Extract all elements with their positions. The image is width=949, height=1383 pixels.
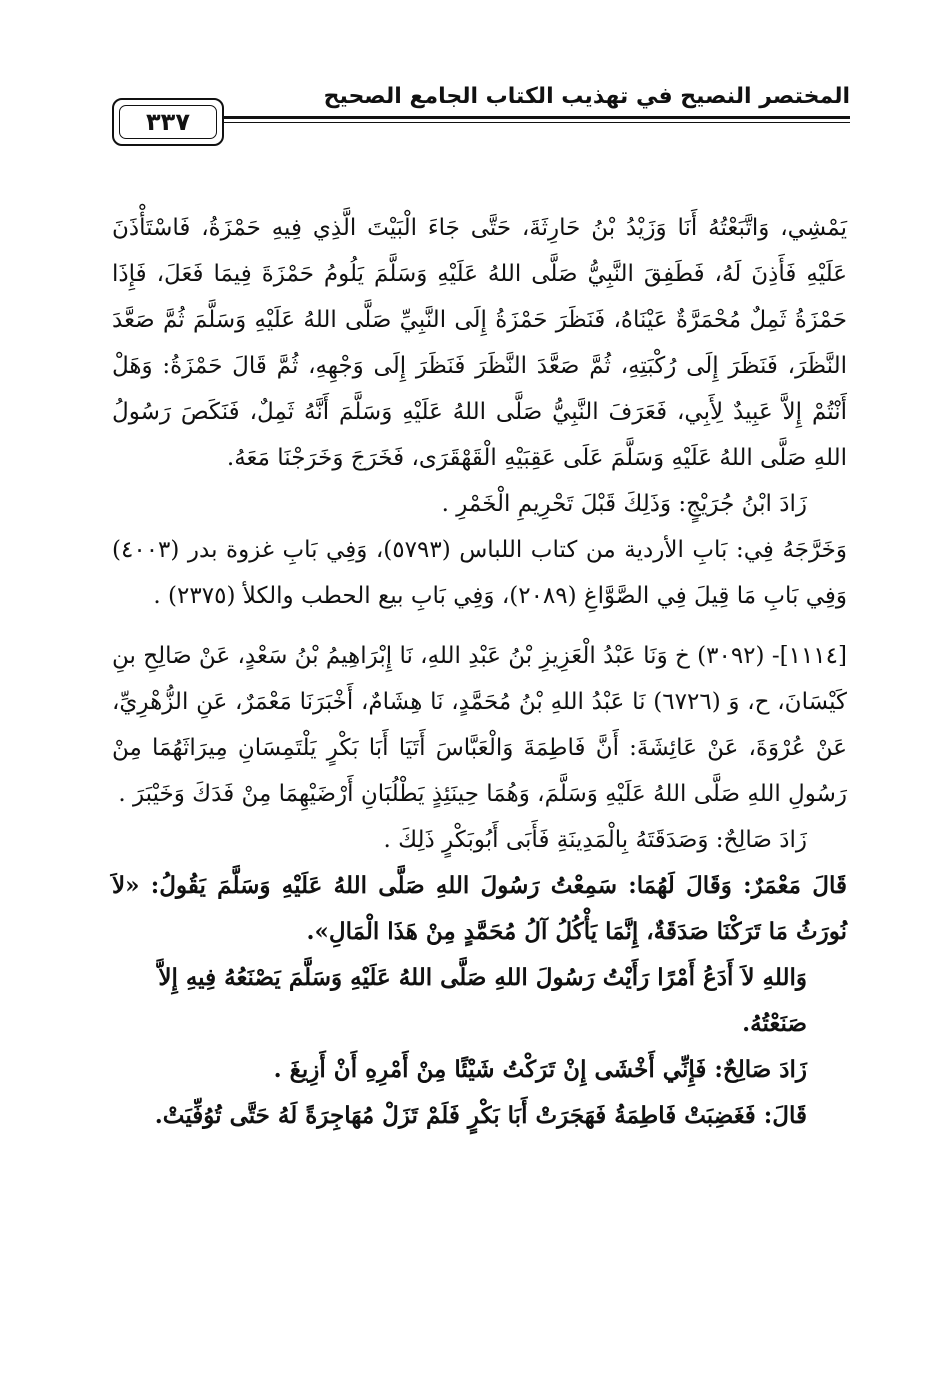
paragraph-salih-fear: زَادَ صَالِحٌ: فَإِنِّي أَخْشَى إِنْ تَرَكْتُ شَيْئًا مِنْ أَمْرِهِ أَنْ أَزِيغَ . xyxy=(273,1056,807,1083)
header-rule xyxy=(222,116,850,123)
page-number-box xyxy=(112,98,224,146)
paragraph-narration: يَمْشِي، وَاتَّبَعْتُهُ أَنَا وَزَيْدُ بْنُ حَارِثَةَ، حَتَّى جَاءَ الْبَيْتَ الَّذِي فِيهِ حَمْزَةُ، فَاسْتَأْذَنَ عَلَيْهِ فَأَذِنَ لَهُ، فَطَفِقَ النَّبِيُّ صَلَّى اللهُ عَلَيْهِ وَسَلَّمَ يَلُومُ حَمْزَةَ فِيمَا فَعَلَ، فَإِذَا حَمْزَةُ ثَمِلٌ مُحْمَرَّةٌ عَيْنَاهُ، فَنَظَرَ حَمْزَةُ إِلَى النَّبِيِّ صَلَّى اللهُ عَلَيْهِ وَسَلَّمَ ثُمَّ صَعَّدَ النَّظَرَ، فَنَظَرَ إِلَى رُكْبَتِهِ، ثُمَّ صَعَّدَ النَّظَرَ فَنَظَرَ إِلَى وَجْهِهِ، ثُمَّ قَالَ حَمْزَةُ: وَهَلْ أَنْتُمْ إِلاَّ عَبِيدٌ لِأَبِي، فَعَرَفَ النَّبِيُّ صَلَّى اللهُ عَلَيْهِ وَسَلَّمَ أَنَّهُ ثَمِلٌ، فَنَكَصَ رَسُولُ اللهِ صَلَّى اللهُ عَلَيْهِ وَسَلَّمَ عَلَى عَقِبَيْهِ الْقَهْقَرَى، فَخَرَجَ وَخَرَجْنَا مَعَهُ. xyxy=(112,215,847,471)
paragraph-hadith-1114: [١١١٤]- (٣٠٩٢) خ وَنَا عَبْدُ الْعَزِيزِ بْنُ عَبْدِ اللهِ، نَا إِبْرَاهِيمُ بْنُ سَعْدٍ، عَنْ صَالِحِ بنِ كَيْسَانَ، ح، وَ (٦٧٢٦) نَا عَبْدُ اللهِ بْنُ مُحَمَّدٍ، نَا هِشَامٌ، أَخْبَرَنَا مَعْمَرٌ، عَنِ الزُّهْرِيِّ، عَنْ عُرْوَةَ، عَنْ عَائِشَةَ: أَنَّ فَاطِمَةَ وَالْعَبَّاسَ أَتَيَا أَبَا بَكْرٍ يَلْتَمِسَانِ مِيرَاثَهُمَا مِنْ رَسُولِ اللهِ صَلَّى اللهُ عَلَيْهِ وَسَلَّمَ، وَهُمَا حِينَئِذٍ يَطْلُبَانِ أَرْضَيْهِمَا مِنْ فَدَكَ وَخَيْبَرَ . xyxy=(112,643,847,807)
page-body xyxy=(112,205,847,1139)
paragraph-fatima-anger: قَالَ: فَغَضِبَتْ فَاطِمَةُ فَهَجَرَتْ أَبَا بَكْرٍ فَلَمْ تَزَلْ مُهَاجِرَةً لَهُ حَتَّى تُوُفِّيَتْ. xyxy=(154,1102,807,1129)
paragraph-takhrij: وَخَرَّجَهُ فِي: بَابِ الأردية من كتاب اللباس (٥٧٩٣)، وَفِي بَابِ غزوة بدر (٤٠٠٣) وَفِي بَابِ مَا قِيلَ فِي الصَّوَّاغِ (٢٠٨٩)، وَفِي بَابِ بيع الحطب والكلأ (٢٣٧٥) . xyxy=(112,537,848,609)
page-number-inner-frame xyxy=(119,105,217,139)
paragraph-mamar-saying: قَالَ مَعْمَرٌ: وَقَالَ لَهُمَا: سَمِعْتُ رَسُولَ اللهِ صَلَّى اللهُ عَلَيْهِ وَسَلَّمَ يَقُولُ: «لاَ نُورَثُ مَا تَرَكْنَا صَدَقَةٌ، إِنَّمَا يَأْكُلُ آلُ مُحَمَّدٍ مِنْ هَذَا الْمَالِ». xyxy=(112,872,847,945)
paragraph-abu-bakr-oath: وَاللهِ لاَ أَدَعُ أَمْرًا رَأَيْتُ رَسُولَ اللهِ صَلَّى اللهُ عَلَيْهِ وَسَلَّمَ يَصْنَعُهُ فِيهِ إِلاَّ صَنَعْتُهُ. xyxy=(158,964,807,1037)
page-header xyxy=(112,78,850,148)
paragraph-addition-salih: زَادَ صَالِحٌ: وَصَدَقَتَهُ بِالْمَدِينَةِ فَأَبَى أَبُوبَكْرٍ ذَلِكَ . xyxy=(383,827,807,853)
page-number: ٣٣٧ xyxy=(146,108,190,136)
book-title: المختصر النصيح في تهذيب الكتاب الجامع الصحيح xyxy=(323,84,850,109)
paragraph-addition-ibn-jurayj: زَادَ ابْنُ جُرَيْجٍ: وَذَلِكَ قَبْلَ تَحْرِيمِ الْخَمْرِ . xyxy=(441,491,807,517)
